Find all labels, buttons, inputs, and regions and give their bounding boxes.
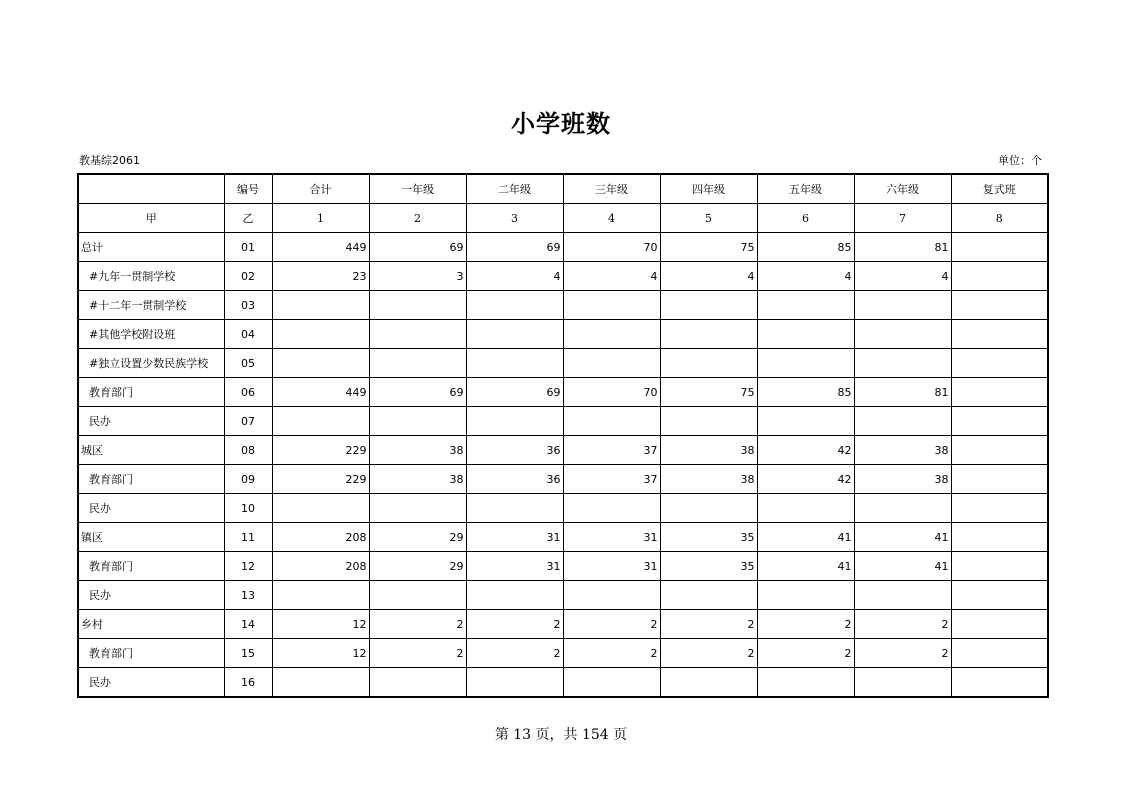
row-name — [78, 552, 224, 581]
cell-value: 229 — [272, 436, 369, 465]
cell-value — [466, 291, 563, 320]
cell-value: 85 — [757, 233, 854, 262]
cell-value — [563, 349, 660, 378]
cell-value — [854, 320, 951, 349]
row-name-text: #其他学校附设班 — [89, 328, 176, 341]
row-code: 13 — [224, 581, 272, 610]
cell-value: 38 — [369, 465, 466, 494]
table-row — [78, 436, 1048, 465]
cell-value: 69 — [466, 233, 563, 262]
row-name — [78, 581, 224, 610]
row-code: 01 — [224, 233, 272, 262]
cell-value — [272, 581, 369, 610]
cell-value: 2 — [854, 610, 951, 639]
cell-value: 4 — [660, 262, 757, 291]
cell-value — [951, 465, 1048, 494]
subheader-col: 4 — [563, 204, 660, 233]
cell-value — [466, 668, 563, 698]
row-name-text: 教育部门 — [89, 473, 133, 486]
cell-value: 81 — [854, 233, 951, 262]
row-name-text: 乡村 — [81, 618, 103, 631]
table-row — [78, 233, 1048, 262]
cell-value — [563, 494, 660, 523]
table-row — [78, 349, 1048, 378]
cell-value — [951, 668, 1048, 698]
cell-value — [951, 581, 1048, 610]
header-col: 六年级 — [854, 174, 951, 204]
row-code: 03 — [224, 291, 272, 320]
cell-value — [369, 581, 466, 610]
table-row — [78, 668, 1048, 698]
cell-value — [369, 494, 466, 523]
cell-value — [951, 639, 1048, 668]
row-name-text: #独立设置少数民族学校 — [89, 357, 209, 370]
cell-value — [660, 320, 757, 349]
cell-value — [951, 436, 1048, 465]
cell-value: 37 — [563, 465, 660, 494]
header-col: 五年级 — [757, 174, 854, 204]
row-name-text: 民办 — [89, 502, 111, 515]
cell-value: 2 — [466, 610, 563, 639]
cell-value — [951, 610, 1048, 639]
cell-value: 41 — [854, 523, 951, 552]
cell-value — [563, 291, 660, 320]
row-name — [78, 523, 224, 552]
row-code: 15 — [224, 639, 272, 668]
row-name-text: 城区 — [81, 444, 103, 457]
row-name — [78, 378, 224, 407]
cell-value: 29 — [369, 552, 466, 581]
header-row — [78, 174, 1048, 204]
cell-value — [272, 494, 369, 523]
cell-value: 31 — [563, 523, 660, 552]
row-name — [78, 465, 224, 494]
row-code: 07 — [224, 407, 272, 436]
cell-value: 37 — [563, 436, 660, 465]
cell-value: 449 — [272, 378, 369, 407]
cell-value — [466, 407, 563, 436]
row-code: 14 — [224, 610, 272, 639]
cell-value: 69 — [369, 378, 466, 407]
cell-value — [272, 291, 369, 320]
table-row — [78, 523, 1048, 552]
row-name-text: 民办 — [89, 676, 111, 689]
cell-value — [369, 291, 466, 320]
table-row — [78, 465, 1048, 494]
cell-value: 41 — [757, 552, 854, 581]
cell-value: 69 — [466, 378, 563, 407]
row-code: 05 — [224, 349, 272, 378]
table-row — [78, 494, 1048, 523]
header-col: 三年级 — [563, 174, 660, 204]
cell-value — [563, 407, 660, 436]
table-row — [78, 581, 1048, 610]
cell-value — [757, 494, 854, 523]
cell-value — [660, 291, 757, 320]
cell-value — [660, 494, 757, 523]
header-col: 二年级 — [466, 174, 563, 204]
class-count-table — [77, 173, 1049, 698]
cell-value: 208 — [272, 523, 369, 552]
cell-value — [563, 668, 660, 698]
cell-value — [951, 523, 1048, 552]
row-code: 06 — [224, 378, 272, 407]
header-col: 四年级 — [660, 174, 757, 204]
cell-value: 12 — [272, 610, 369, 639]
cell-value: 31 — [466, 523, 563, 552]
cell-value — [951, 291, 1048, 320]
row-name — [78, 436, 224, 465]
cell-value — [563, 320, 660, 349]
cell-value — [563, 581, 660, 610]
cell-value — [466, 349, 563, 378]
row-name — [78, 407, 224, 436]
page-title: 小学班数 — [511, 110, 611, 138]
cell-value: 31 — [563, 552, 660, 581]
cell-value: 4 — [466, 262, 563, 291]
row-name — [78, 349, 224, 378]
subheader-col: 5 — [660, 204, 757, 233]
cell-value: 41 — [757, 523, 854, 552]
row-name-text: 民办 — [89, 415, 111, 428]
row-code: 12 — [224, 552, 272, 581]
cell-value: 2 — [660, 610, 757, 639]
cell-value — [757, 668, 854, 698]
cell-value — [660, 668, 757, 698]
cell-value — [660, 581, 757, 610]
cell-value — [757, 581, 854, 610]
cell-value — [757, 407, 854, 436]
cell-value — [854, 291, 951, 320]
cell-value: 75 — [660, 378, 757, 407]
cell-value — [951, 407, 1048, 436]
cell-value: 38 — [854, 436, 951, 465]
cell-value: 2 — [466, 639, 563, 668]
cell-value: 81 — [854, 378, 951, 407]
subheader-col: 2 — [369, 204, 466, 233]
cell-value: 2 — [660, 639, 757, 668]
cell-value — [951, 320, 1048, 349]
cell-value: 2 — [854, 639, 951, 668]
table-row — [78, 552, 1048, 581]
cell-value: 41 — [854, 552, 951, 581]
subheader-col: 8 — [951, 204, 1048, 233]
cell-value — [757, 349, 854, 378]
row-name-text: 教育部门 — [89, 386, 133, 399]
cell-value — [951, 494, 1048, 523]
header-code: 编号 — [224, 174, 272, 204]
subheader-col: 7 — [854, 204, 951, 233]
cell-value — [951, 378, 1048, 407]
cell-value: 2 — [369, 610, 466, 639]
cell-value — [272, 349, 369, 378]
row-name-text: 教育部门 — [89, 647, 133, 660]
form-code: 教基综2061 — [79, 154, 140, 167]
unit-label: 单位：个 — [998, 154, 1042, 167]
cell-value: 75 — [660, 233, 757, 262]
cell-value: 70 — [563, 378, 660, 407]
row-name — [78, 233, 224, 262]
table-row — [78, 262, 1048, 291]
cell-value — [757, 320, 854, 349]
row-code: 10 — [224, 494, 272, 523]
cell-value: 36 — [466, 465, 563, 494]
row-name — [78, 262, 224, 291]
table-row — [78, 378, 1048, 407]
cell-value: 12 — [272, 639, 369, 668]
cell-value: 4 — [563, 262, 660, 291]
cell-value: 4 — [757, 262, 854, 291]
row-code: 04 — [224, 320, 272, 349]
page-footer: 第 13 页，共 154 页 — [494, 727, 628, 743]
row-name-text: 镇区 — [81, 531, 103, 544]
cell-value — [951, 349, 1048, 378]
cell-value: 36 — [466, 436, 563, 465]
header-col: 复式班 — [951, 174, 1048, 204]
table-row — [78, 320, 1048, 349]
cell-value: 23 — [272, 262, 369, 291]
cell-value — [757, 291, 854, 320]
cell-value: 38 — [369, 436, 466, 465]
cell-value — [272, 407, 369, 436]
row-code: 16 — [224, 668, 272, 698]
cell-value: 29 — [369, 523, 466, 552]
table-row — [78, 407, 1048, 436]
row-name — [78, 639, 224, 668]
table-row — [78, 291, 1048, 320]
subheader-col: 1 — [272, 204, 369, 233]
table-row — [78, 610, 1048, 639]
cell-value — [369, 320, 466, 349]
cell-value: 2 — [757, 610, 854, 639]
cell-value: 2 — [757, 639, 854, 668]
cell-value — [854, 407, 951, 436]
cell-value: 2 — [369, 639, 466, 668]
row-code: 09 — [224, 465, 272, 494]
cell-value: 85 — [757, 378, 854, 407]
row-name-text: 教育部门 — [89, 560, 133, 573]
cell-value — [272, 320, 369, 349]
cell-value — [369, 407, 466, 436]
cell-value: 229 — [272, 465, 369, 494]
cell-value — [951, 233, 1048, 262]
cell-value — [369, 349, 466, 378]
row-name — [78, 494, 224, 523]
row-name-text: 民办 — [89, 589, 111, 602]
cell-value: 70 — [563, 233, 660, 262]
header-name — [78, 174, 224, 204]
cell-value: 42 — [757, 465, 854, 494]
row-name-text: #九年一贯制学校 — [89, 270, 176, 283]
header-col: 一年级 — [369, 174, 466, 204]
cell-value: 3 — [369, 262, 466, 291]
subheader-row — [78, 204, 1048, 233]
row-code: 02 — [224, 262, 272, 291]
row-code: 11 — [224, 523, 272, 552]
cell-value — [660, 407, 757, 436]
cell-value: 38 — [660, 465, 757, 494]
cell-value — [466, 320, 563, 349]
subheader-col: 3 — [466, 204, 563, 233]
cell-value: 449 — [272, 233, 369, 262]
cell-value — [854, 581, 951, 610]
cell-value — [466, 494, 563, 523]
row-name — [78, 668, 224, 698]
cell-value — [854, 349, 951, 378]
row-code: 08 — [224, 436, 272, 465]
cell-value: 38 — [854, 465, 951, 494]
cell-value: 38 — [660, 436, 757, 465]
cell-value — [854, 668, 951, 698]
header-col: 合计 — [272, 174, 369, 204]
cell-value: 35 — [660, 523, 757, 552]
cell-value: 42 — [757, 436, 854, 465]
cell-value: 2 — [563, 639, 660, 668]
subheader-code: 乙 — [224, 204, 272, 233]
cell-value — [369, 668, 466, 698]
cell-value: 208 — [272, 552, 369, 581]
row-name — [78, 610, 224, 639]
cell-value — [854, 494, 951, 523]
table-row — [78, 639, 1048, 668]
cell-value: 4 — [854, 262, 951, 291]
cell-value: 31 — [466, 552, 563, 581]
cell-value — [951, 262, 1048, 291]
row-name — [78, 291, 224, 320]
row-name-text: #十二年一贯制学校 — [89, 299, 187, 312]
cell-value — [466, 581, 563, 610]
cell-value — [272, 668, 369, 698]
cell-value: 35 — [660, 552, 757, 581]
subheader-name: 甲 — [78, 204, 224, 233]
cell-value: 2 — [563, 610, 660, 639]
cell-value: 69 — [369, 233, 466, 262]
subheader-col: 6 — [757, 204, 854, 233]
row-name-text: 总计 — [81, 241, 103, 254]
cell-value — [660, 349, 757, 378]
cell-value — [951, 552, 1048, 581]
row-name — [78, 320, 224, 349]
